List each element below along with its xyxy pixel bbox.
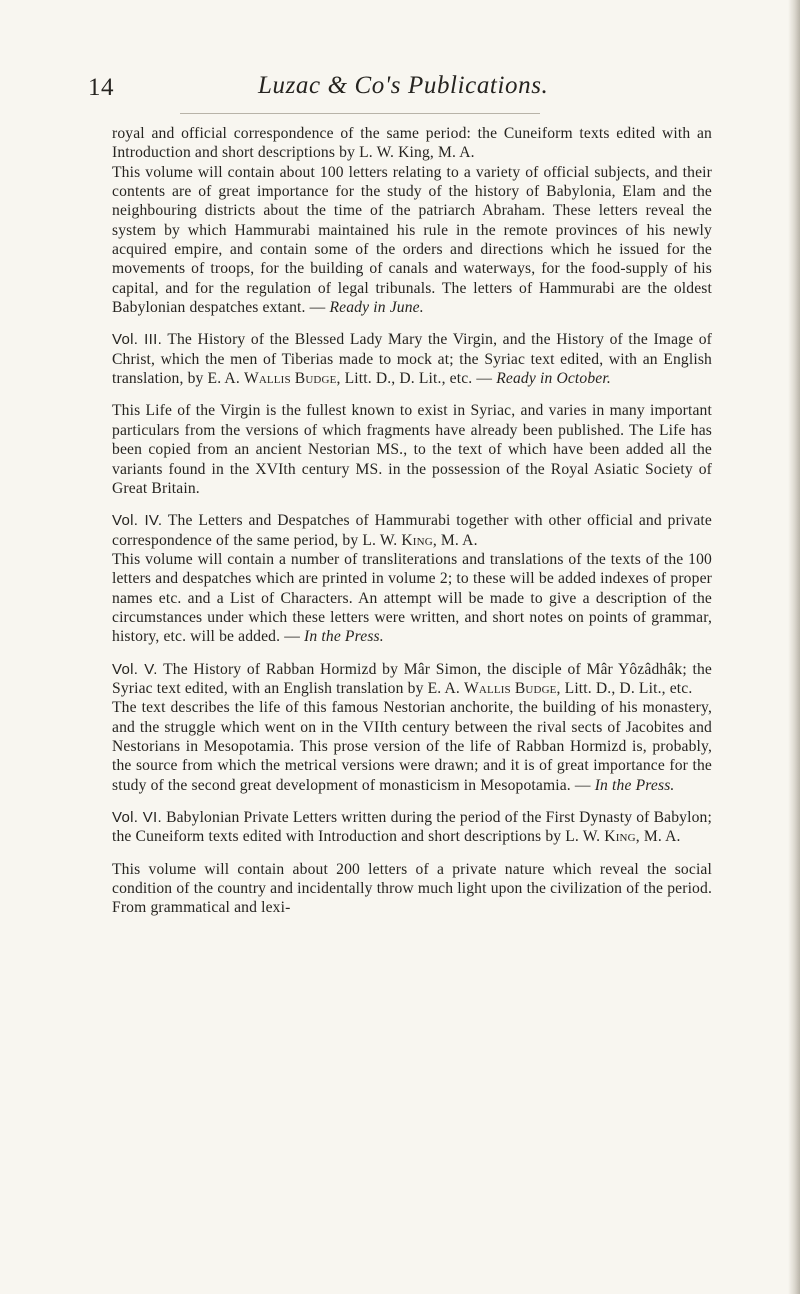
running-title: Luzac & Co's Publications. [258,72,549,99]
vol3-entry [112,330,712,388]
vol6-entry [112,808,712,847]
vol3-label: Vol. III. [112,331,163,349]
page-number: 14 [88,74,114,101]
vol3-title: The History of the Blessed Lady Mary the Virgin, and the History of the Image of Christ, which the men of Tiberias made to mock at; the Syriac text edited, with an English translation, by E. A. [112,331,712,388]
vol6-title: Babylonian Private Letters written during the period of the First Dynasty of Babylon; the Cuneiform texts edited with Introduction and short descriptions by L. W. [112,809,712,846]
header-rule [180,113,540,114]
vol4-title: The Letters and Despatches of Hammurabi together with other official and private correspondence of the same period, by L. W. [112,512,712,549]
vol3-author: Wallis Budge [243,370,337,388]
vol6-degrees: , M. A. [635,828,681,846]
vol4-degrees: , M. A. [432,531,478,549]
vol4-label: Vol. IV. [112,512,163,530]
vol5-description [112,698,712,795]
page-edge-shadow [788,0,800,1294]
vol5-entry [112,660,712,699]
vol6-author: King [604,828,636,846]
vol5-title: The History of Rabban Hormizd by Mâr Simon, the disciple of Mâr Yôzâdhâk; the Syriac text edited, with an English translation by E. A. [112,660,712,697]
vol5-author: Wallis Budge [464,679,557,697]
vol5-label: Vol. V. [112,660,158,678]
vol3-description: This Life of the Virgin is the fullest known to exist in Syriac, and varies in many important particulars from the versions of which fragments have already been published. The Life has been copied from an ancient Nestorian MS., to the text of which have been added all the variants found in the XVIth century MS. in the possession of the Royal Asiatic Society of Great Britain. [112,402,712,497]
vol5-status: In the Press. [594,776,675,794]
vol5-description-text: The text describes the life of this famous Nestorian anchorite, the building of his monastery, and the struggle which went on in the VIIth century between the rival sects of Jacobites and Nestorians in Mesopotamia. This prose version of the life of Rabban Hormizd is, probably, the source from which the metrical versions were drawn; and it is of great importance for the study of the second great development of monasticism in Mesopotamia. — [112,699,712,794]
vol4-description-text: This volume will contain a number of transliterations and translations of the texts of the 100 letters and despatches which are printed in volume 2; to these will be added indexes of proper names etc. and a List of Characters. An attempt will be made to give a description of the circumstances under which these letters were written, and short notes on points of grammar, history, etc. will be added. — [112,550,712,646]
vol2-description-text: This volume will contain about 100 letters relating to a variety of official subjects, and their contents are of great importance for the study of the history of Babylonia, Elam and the neighbouring districts about the time of the patriarch Abraham. These letters reveal the system by which Hammurabi maintained his rule in the remote provinces of his newly acquired empire, and contain some of the orders and directions which he issued for the movements of troops, for the building of canals and waterways, for the food-supply of his capital, and for the regulation of legal tribunals. The letters of Hammurabi are the oldest Babylonian despatches extant. — [112,163,712,317]
body-text [112,124,712,918]
vol4-author: King [401,531,433,549]
vol3-degrees: , Litt. D., D. Lit., etc. — [336,370,493,388]
vol4-entry [112,511,712,550]
vol6-label: Vol. VI. [112,809,162,826]
continued-paragraph: royal and official correspondence of the same period: the Cuneiform texts edited with an Introduction and short descriptions by L. W. King, M. A. [112,125,712,162]
page-header [88,72,728,106]
vol3-status: Ready in October. [496,370,611,388]
vol2-description [112,163,712,318]
vol6-description: This volume will contain about 200 letters of a private nature which reveal the social condition of the country and incidentally throw much light upon the civilization of the period. From grammatical and lexi- [112,860,712,917]
vol4-status: In the Press. [304,628,384,646]
vol4-description [112,550,712,647]
vol2-status: Ready in June. [329,299,424,317]
vol5-degrees: , Litt. D., D. Lit., etc. [556,679,693,697]
